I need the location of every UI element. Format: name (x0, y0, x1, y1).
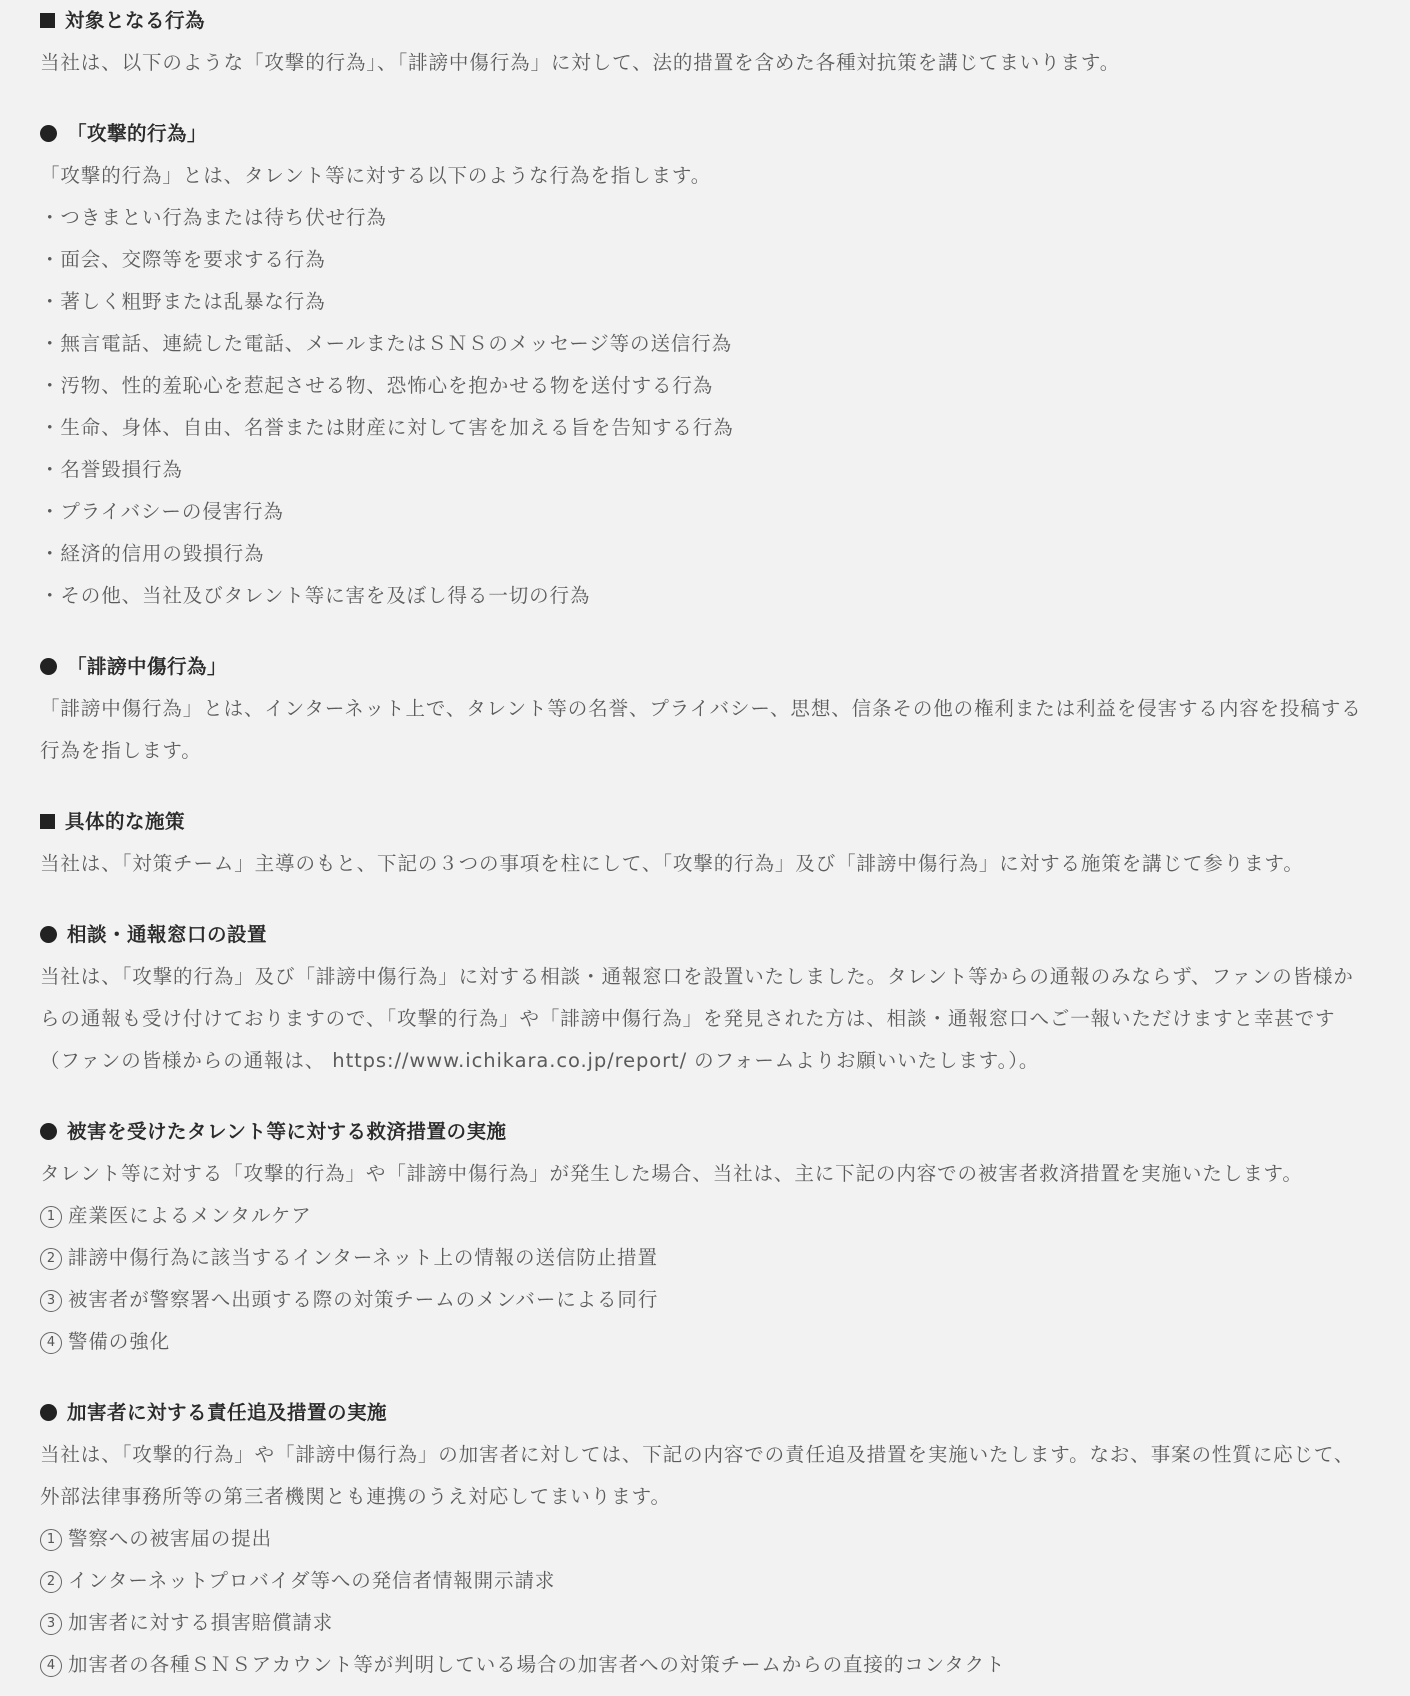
circled-number: 1 (40, 1529, 62, 1551)
list-item: ・汚物、性的羞恥心を惹起させる物、恐怖心を抱かせる物を送付する行為 (40, 374, 714, 397)
liability-list (40, 1518, 1370, 1686)
heading-text: 加害者に対する責任追及措置の実施 (67, 1401, 388, 1424)
heading-text: 「攻撃的行為」 (67, 122, 208, 145)
list-item (40, 1602, 1370, 1644)
attack-intro: 「攻撃的行為」とは、タレント等に対する以下のような行為を指します。 (40, 164, 712, 187)
liability-intro: 当社は、「攻撃的行為」や「誹謗中傷行為」の加害者に対しては、下記の内容での責任追及措置を実施いたします。なお、事案の性質に応じて、外部法律事務所等の第三者機関とも連携のうえ対応してまいります。 (40, 1443, 1355, 1508)
measures-intro: 当社は、「対策チーム」主導のもと、下記の３つの事項を柱にして、「攻撃的行為」及び「誹謗中傷行為」に対する施策を講じて参ります。 (40, 852, 1304, 875)
circle-bullet-icon (40, 926, 57, 943)
list-item (40, 1279, 1370, 1321)
list-item-text: 産業医によるメンタルケア (68, 1204, 312, 1227)
list-item: ・つきまとい行為または待ち伏せ行為 (40, 206, 387, 229)
square-bullet-icon (40, 814, 55, 829)
list-item: ・プライバシーの侵害行為 (40, 500, 284, 523)
circled-number: 4 (40, 1332, 62, 1354)
square-bullet-icon (40, 13, 55, 28)
circled-number: 3 (40, 1613, 62, 1635)
slander-body: 「誹謗中傷行為」とは、インターネット上で、タレント等の名誉、プライバシー、思想、信条その他の権利または利益を侵害する内容を投稿する行為を指します。 (40, 697, 1362, 762)
list-item-text: 被害者が警察署へ出頭する際の対策チームのメンバーによる同行 (68, 1288, 659, 1311)
relief-intro: タレント等に対する「攻撃的行為」や「誹謗中傷行為」が発生した場合、当社は、主に下記の内容での被害者救済措置を実施いたします。 (40, 1162, 1303, 1185)
list-item-text: 加害者に対する損害賠償請求 (68, 1611, 334, 1634)
section-heading-liability (40, 1392, 1370, 1434)
heading-text: 具体的な施策 (65, 810, 186, 833)
list-item-text: 加害者の各種ＳＮＳアカウント等が判明している場合の加害者への対策チームからの直接的コンタクト (68, 1653, 1006, 1676)
circled-number: 4 (40, 1655, 62, 1677)
list-item (40, 1321, 1370, 1363)
circle-bullet-icon (40, 125, 57, 142)
heading-text: 被害を受けたタレント等に対する救済措置の実施 (67, 1120, 507, 1143)
section-heading-relief (40, 1111, 1370, 1153)
list-item-text: 警察への被害届の提出 (68, 1527, 273, 1550)
relief-list (40, 1195, 1370, 1363)
list-item: ・生命、身体、自由、名誉または財産に対して害を加える旨を告知する行為 (40, 416, 734, 439)
list-item: ・無言電話、連続した電話、メールまたはＳＮＳのメッセージ等の送信行為 (40, 332, 733, 355)
section-heading-target (40, 0, 1370, 42)
list-item (40, 1518, 1370, 1560)
list-item: ・その他、当社及びタレント等に害を及ぼし得る一切の行為 (40, 584, 591, 607)
circled-number: 2 (40, 1248, 62, 1270)
circled-number: 3 (40, 1290, 62, 1312)
list-item: ・名誉毀損行為 (40, 458, 183, 481)
target-intro: 当社は、以下のような「攻撃的行為」、「誹謗中傷行為」に対して、法的措置を含めた各種対抗策を講じてまいります。 (40, 51, 1121, 74)
heading-text: 「誹謗中傷行為」 (67, 655, 228, 678)
circle-bullet-icon (40, 1123, 57, 1140)
list-item-text: 警備の強化 (68, 1330, 171, 1353)
list-item: ・経済的信用の毀損行為 (40, 542, 265, 565)
section-heading-consult (40, 914, 1370, 956)
circled-number: 1 (40, 1206, 62, 1228)
section-heading-attack (40, 113, 1370, 155)
attack-list (40, 197, 1370, 617)
section-heading-slander (40, 646, 1370, 688)
section-heading-measures (40, 801, 1370, 843)
list-item: ・面会、交際等を要求する行為 (40, 248, 326, 271)
consult-body: 当社は、「攻撃的行為」及び「誹謗中傷行為」に対する相談・通報窓口を設置いたしました。タレント等からの通報のみならず、ファンの皆様からの通報も受け付けておりますので、「攻撃的行為」や「誹謗中傷行為」を発見された方は、相談・通報窓口へご一報いただけますと幸甚です（ファンの皆様からの通報は、 https://www.ichikara.co.jp/report/ のフォームよりお願いいたします。）。 (40, 965, 1354, 1072)
heading-text: 対象となる行為 (65, 9, 206, 32)
list-item (40, 1560, 1370, 1602)
list-item-text: 誹謗中傷行為に該当するインターネット上の情報の送信防止措置 (68, 1246, 658, 1269)
circle-bullet-icon (40, 1404, 57, 1421)
circle-bullet-icon (40, 658, 57, 675)
list-item-text: インターネットプロバイダ等への発信者情報開示請求 (68, 1569, 556, 1592)
circled-number: 2 (40, 1571, 62, 1593)
list-item (40, 1237, 1370, 1279)
list-item (40, 1644, 1370, 1686)
list-item: ・著しく粗野または乱暴な行為 (40, 290, 326, 313)
list-item (40, 1195, 1370, 1237)
heading-text: 相談・通報窓口の設置 (67, 923, 268, 946)
